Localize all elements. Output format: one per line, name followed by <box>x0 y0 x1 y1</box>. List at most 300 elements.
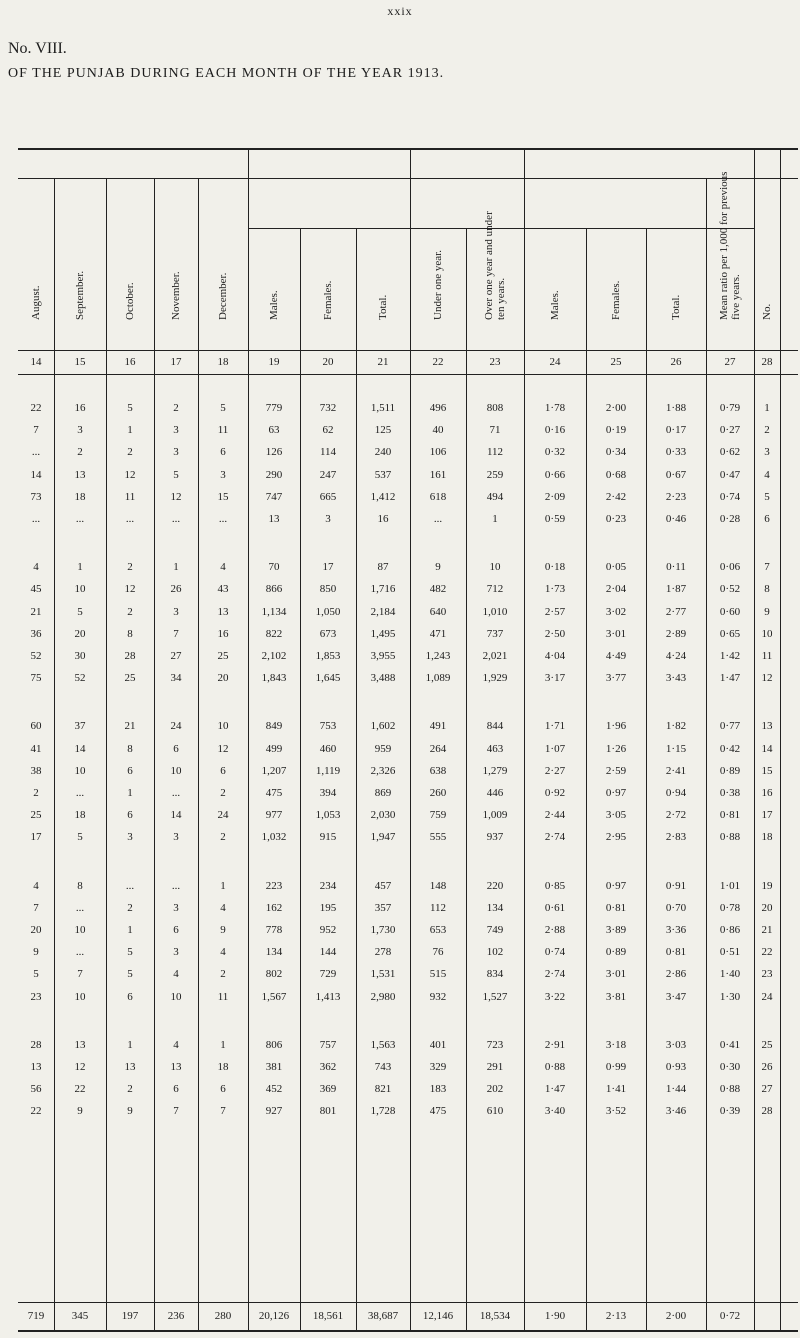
total-cell: 719 <box>27 1310 45 1322</box>
table-cell: 3,488 <box>370 672 396 684</box>
table-cell: 30 <box>74 650 86 662</box>
column-number: 21 <box>377 356 389 368</box>
table-row <box>18 827 798 847</box>
table-cell: 5 <box>127 968 133 980</box>
table-cell: 247 <box>319 469 337 481</box>
table-cell: 15 <box>761 765 773 777</box>
table-cell: 2 <box>173 402 179 414</box>
table-cell: 952 <box>319 924 337 936</box>
table-row <box>18 579 798 599</box>
table-cell: 0·93 <box>665 1061 687 1073</box>
table-cell: 134 <box>265 946 283 958</box>
table-cell: 183 <box>429 1083 447 1095</box>
table-cell: 515 <box>429 968 447 980</box>
table-cell: 3·17 <box>544 672 566 684</box>
table-cell: 3 <box>764 446 770 458</box>
table-cell: ... <box>125 880 135 892</box>
total-cell: 12,146 <box>422 1310 454 1322</box>
table-cell: 0·33 <box>665 446 687 458</box>
table-cell: 927 <box>265 1105 283 1117</box>
table-cell: 732 <box>319 402 337 414</box>
table-cell: 3·81 <box>605 991 627 1003</box>
table-cell: 28 <box>30 1039 42 1051</box>
table-cell: 12 <box>124 583 136 595</box>
table-cell: 491 <box>429 720 447 732</box>
table-cell: 10 <box>217 720 229 732</box>
total-rule <box>18 1302 798 1303</box>
table-number: No. VIII. <box>8 40 67 57</box>
table-cell: 12 <box>74 1061 86 1073</box>
table-cell: 401 <box>429 1039 447 1051</box>
table-cell: 20 <box>74 628 86 640</box>
table-row <box>18 442 798 462</box>
table-cell: 1 <box>220 1039 226 1051</box>
table-cell: 26 <box>170 583 182 595</box>
table-row <box>18 1057 798 1077</box>
table-cell: 802 <box>265 968 283 980</box>
table-cell: 21 <box>761 924 773 936</box>
table-cell: 52 <box>74 672 86 684</box>
table-cell: 6 <box>127 765 133 777</box>
table-cell: 13 <box>761 720 773 732</box>
table-cell: ... <box>171 513 181 525</box>
table-cell: 0·78 <box>719 902 741 914</box>
table-cell: 1 <box>127 787 133 799</box>
table-cell: 20 <box>217 672 229 684</box>
column-number: 26 <box>670 356 682 368</box>
table-cell: 7 <box>173 628 179 640</box>
table-cell: 0·34 <box>605 446 627 458</box>
table-cell: 0·86 <box>719 924 741 936</box>
table-cell: 0·74 <box>719 491 741 503</box>
table-cell: 1·42 <box>719 650 741 662</box>
table-cell: 6 <box>173 924 179 936</box>
table-row <box>18 987 798 1007</box>
table-cell: 0·85 <box>544 880 566 892</box>
table-cell: 106 <box>429 446 447 458</box>
table-row <box>18 420 798 440</box>
table-cell: 0·88 <box>544 1061 566 1073</box>
table-cell: 10 <box>761 628 773 640</box>
table-cell: 3·02 <box>605 606 627 618</box>
table-cell: 1 <box>492 513 498 525</box>
table-cell: 446 <box>486 787 504 799</box>
table-cell: 1·87 <box>665 583 687 595</box>
table-cell: 240 <box>374 446 392 458</box>
table-cell: 0·62 <box>719 446 741 458</box>
column-number: 24 <box>549 356 561 368</box>
table-cell: 8 <box>77 880 83 892</box>
table-cell: 2·95 <box>605 831 627 843</box>
table-cell: 7 <box>173 1105 179 1117</box>
table-cell: 4 <box>33 880 39 892</box>
column-header-label: Under one year. <box>432 250 444 320</box>
table-cell: 1·88 <box>665 402 687 414</box>
table-cell: 22 <box>30 1105 42 1117</box>
table-cell: 937 <box>486 831 504 843</box>
table-cell: 0·66 <box>544 469 566 481</box>
column-header-label: Over one year and under ten years. <box>483 211 507 320</box>
table-cell: 27 <box>761 1083 773 1095</box>
table-cell: 0·81 <box>665 946 687 958</box>
table-cell: 329 <box>429 1061 447 1073</box>
table-cell: 18 <box>74 491 86 503</box>
table-cell: 1,053 <box>315 809 341 821</box>
table-cell: 821 <box>374 1083 392 1095</box>
table-cell: 18 <box>74 809 86 821</box>
table-cell: 0·47 <box>719 469 741 481</box>
table-cell: 0·52 <box>719 583 741 595</box>
table-cell: 73 <box>30 491 42 503</box>
total-cell: 38,687 <box>367 1310 399 1322</box>
table-cell: 0·27 <box>719 424 741 436</box>
table-cell: 259 <box>486 469 504 481</box>
table-cell: 23 <box>30 991 42 1003</box>
table-cell: 482 <box>429 583 447 595</box>
column-number: 28 <box>761 356 773 368</box>
table-cell: 13 <box>74 469 86 481</box>
column-header-label: Total. <box>670 294 682 320</box>
table-cell: 3·18 <box>605 1039 627 1051</box>
total-cell: 20,126 <box>258 1310 290 1322</box>
table-cell: 0·65 <box>719 628 741 640</box>
table-cell: 3·43 <box>665 672 687 684</box>
table-cell: 778 <box>265 924 283 936</box>
table-cell: 9 <box>220 924 226 936</box>
table-title: OF THE PUNJAB DURING EACH MONTH OF THE YEAR 1913. <box>8 66 445 81</box>
table-cell: 16 <box>217 628 229 640</box>
table-cell: 3 <box>173 446 179 458</box>
table-cell: 915 <box>319 831 337 843</box>
table-cell: 10 <box>74 924 86 936</box>
table-cell: 5 <box>33 968 39 980</box>
table-cell: 381 <box>265 1061 283 1073</box>
table-cell: 3·40 <box>544 1105 566 1117</box>
table-cell: 0·79 <box>719 402 741 414</box>
table-cell: 618 <box>429 491 447 503</box>
table-cell: 3 <box>173 902 179 914</box>
table-cell: 0·23 <box>605 513 627 525</box>
table-cell: 27 <box>170 650 182 662</box>
table-cell: 0·77 <box>719 720 741 732</box>
table-cell: 653 <box>429 924 447 936</box>
table-cell: 2·04 <box>605 583 627 595</box>
table-cell: 13 <box>124 1061 136 1073</box>
table-cell: 195 <box>319 902 337 914</box>
table-cell: 4 <box>220 561 226 573</box>
table-cell: 264 <box>429 743 447 755</box>
table-cell: 4 <box>33 561 39 573</box>
table-cell: 9 <box>33 946 39 958</box>
table-cell: 2·59 <box>605 765 627 777</box>
column-header-label: November. <box>170 271 182 320</box>
table-cell: 20 <box>761 902 773 914</box>
table-cell: 2,102 <box>261 650 287 662</box>
table-cell: ... <box>171 880 181 892</box>
table-cell: 1,527 <box>482 991 508 1003</box>
table-row <box>18 876 798 896</box>
table-row <box>18 739 798 759</box>
table-cell: 3·05 <box>605 809 627 821</box>
total-cell: 280 <box>214 1310 232 1322</box>
table-cell: 0·94 <box>665 787 687 799</box>
table-cell: 5 <box>173 469 179 481</box>
table-cell: 2 <box>127 446 133 458</box>
table-cell: 13 <box>30 1061 42 1073</box>
table-cell: 0·17 <box>665 424 687 436</box>
table-cell: 13 <box>74 1039 86 1051</box>
table-cell: 3,955 <box>370 650 396 662</box>
table-cell: 1,843 <box>261 672 287 684</box>
table-cell: 3·77 <box>605 672 627 684</box>
table-cell: 1·73 <box>544 583 566 595</box>
table-cell: 0·46 <box>665 513 687 525</box>
table-cell: 12 <box>217 743 229 755</box>
table-cell: 452 <box>265 1083 283 1095</box>
table-cell: 1 <box>764 402 770 414</box>
table-cell: 801 <box>319 1105 337 1117</box>
column-number: 18 <box>217 356 229 368</box>
total-cell: 2·00 <box>665 1310 687 1322</box>
table-cell: 460 <box>319 743 337 755</box>
table-cell: 18 <box>761 831 773 843</box>
table-row <box>18 716 798 736</box>
table-cell: 2 <box>220 831 226 843</box>
table-cell: 25 <box>761 1039 773 1051</box>
table-row <box>18 942 798 962</box>
table-cell: 15 <box>217 491 229 503</box>
table-cell: 41 <box>30 743 42 755</box>
table-cell: 9 <box>764 606 770 618</box>
table-cell: 2·27 <box>544 765 566 777</box>
table-cell: 2 <box>33 787 39 799</box>
table-cell: 0·41 <box>719 1039 741 1051</box>
column-header-label: Females. <box>610 280 622 320</box>
table-cell: 10 <box>170 765 182 777</box>
table-cell: 673 <box>319 628 337 640</box>
table-cell: 5 <box>220 402 226 414</box>
table-row <box>18 761 798 781</box>
table-cell: 20 <box>30 924 42 936</box>
table-cell: 1·07 <box>544 743 566 755</box>
table-cell: 22 <box>761 946 773 958</box>
table-cell: 126 <box>265 446 283 458</box>
table-cell: 1 <box>127 1039 133 1051</box>
table-cell: 1·96 <box>605 720 627 732</box>
table-cell: 2,326 <box>370 765 396 777</box>
table-cell: 2·72 <box>665 809 687 821</box>
table-cell: 23 <box>761 968 773 980</box>
table-cell: 6 <box>220 1083 226 1095</box>
table-cell: 638 <box>429 765 447 777</box>
table-cell: 8 <box>127 628 133 640</box>
table-cell: 2,980 <box>370 991 396 1003</box>
table-cell: 12 <box>761 672 773 684</box>
table-cell: 11 <box>761 650 773 662</box>
table-cell: 60 <box>30 720 42 732</box>
table-cell: 13 <box>268 513 280 525</box>
column-number: 23 <box>489 356 501 368</box>
table-cell: 3 <box>173 424 179 436</box>
column-number: 16 <box>124 356 136 368</box>
table-cell: 16 <box>74 402 86 414</box>
table-cell: 2 <box>127 561 133 573</box>
table-cell: 0·30 <box>719 1061 741 1073</box>
column-header-label: Males. <box>549 290 561 320</box>
table-cell: 2·89 <box>665 628 687 640</box>
table-cell: 62 <box>322 424 334 436</box>
table-cell: 977 <box>265 809 283 821</box>
table-cell: 610 <box>486 1105 504 1117</box>
table-cell: 52 <box>30 650 42 662</box>
table-cell: 369 <box>319 1083 337 1095</box>
table-cell: 76 <box>432 946 444 958</box>
column-number-row-rule <box>18 374 798 375</box>
table-cell: 0·88 <box>719 831 741 843</box>
table-cell: 2·00 <box>605 402 627 414</box>
table-cell: ... <box>433 513 443 525</box>
total-cell: 0·72 <box>719 1310 741 1322</box>
table-cell: 779 <box>265 402 283 414</box>
table-cell: ... <box>218 513 228 525</box>
total-cell: 18,534 <box>479 1310 511 1322</box>
table-cell: 3 <box>77 424 83 436</box>
table-cell: 1,728 <box>370 1105 396 1117</box>
table-cell: 5 <box>764 491 770 503</box>
table-cell: 12 <box>124 469 136 481</box>
table-cell: 959 <box>374 743 392 755</box>
table-cell: 70 <box>268 561 280 573</box>
table-cell: 0·60 <box>719 606 741 618</box>
table-cell: 12 <box>170 491 182 503</box>
table-cell: 2·91 <box>544 1039 566 1051</box>
table-cell: ... <box>125 513 135 525</box>
table-cell: 2,021 <box>482 650 508 662</box>
column-head-rule <box>18 350 798 351</box>
table-cell: 2·44 <box>544 809 566 821</box>
mortality-table <box>18 148 798 1332</box>
table-cell: 362 <box>319 1061 337 1073</box>
table-cell: 14 <box>170 809 182 821</box>
table-cell: ... <box>75 902 85 914</box>
table-cell: 0·18 <box>544 561 566 573</box>
table-cell: 24 <box>217 809 229 821</box>
table-cell: 2·23 <box>665 491 687 503</box>
table-row <box>18 398 798 418</box>
table-cell: 202 <box>486 1083 504 1095</box>
table-cell: 1,134 <box>261 606 287 618</box>
table-cell: 9 <box>77 1105 83 1117</box>
table-cell: 2 <box>127 606 133 618</box>
table-cell: 21 <box>30 606 42 618</box>
table-cell: 4·49 <box>605 650 627 662</box>
table-cell: 1 <box>127 924 133 936</box>
table-cell: 1,730 <box>370 924 396 936</box>
table-cell: 3 <box>325 513 331 525</box>
table-cell: 24 <box>170 720 182 732</box>
table-cell: 2·74 <box>544 831 566 843</box>
table-cell: 0·16 <box>544 424 566 436</box>
table-cell: 9 <box>127 1105 133 1117</box>
table-cell: 0·42 <box>719 743 741 755</box>
table-cell: 43 <box>217 583 229 595</box>
table-cell: 45 <box>30 583 42 595</box>
table-cell: 56 <box>30 1083 42 1095</box>
table-cell: 3 <box>173 606 179 618</box>
table-cell: 2,030 <box>370 809 396 821</box>
table-row <box>18 920 798 940</box>
table-cell: 148 <box>429 880 447 892</box>
table-cell: 278 <box>374 946 392 958</box>
table-cell: 1·44 <box>665 1083 687 1095</box>
table-row <box>18 668 798 688</box>
table-cell: 1,413 <box>315 991 341 1003</box>
table-cell: 499 <box>265 743 283 755</box>
table-cell: 806 <box>265 1039 283 1051</box>
table-cell: 21 <box>124 720 136 732</box>
table-row <box>18 509 798 529</box>
table-cell: 3 <box>173 946 179 958</box>
table-cell: 712 <box>486 583 504 595</box>
table-cell: 22 <box>30 402 42 414</box>
table-cell: 18 <box>217 1061 229 1073</box>
table-top-rule <box>18 148 798 150</box>
table-cell: 1,010 <box>482 606 508 618</box>
table-cell: 2·83 <box>665 831 687 843</box>
table-cell: 234 <box>319 880 337 892</box>
table-cell: 850 <box>319 583 337 595</box>
table-cell: 38 <box>30 765 42 777</box>
table-cell: 87 <box>377 561 389 573</box>
table-cell: 1·82 <box>665 720 687 732</box>
table-cell: 17 <box>30 831 42 843</box>
table-cell: 2·09 <box>544 491 566 503</box>
table-cell: 1,853 <box>315 650 341 662</box>
table-cell: 4 <box>173 968 179 980</box>
table-cell: 2·88 <box>544 924 566 936</box>
table-row <box>18 646 798 666</box>
table-cell: 3·22 <box>544 991 566 1003</box>
table-cell: 25 <box>217 650 229 662</box>
table-cell: 25 <box>124 672 136 684</box>
totals-row <box>18 1306 798 1326</box>
table-cell: 2·86 <box>665 968 687 980</box>
table-cell: 7 <box>764 561 770 573</box>
table-cell: 22 <box>74 1083 86 1095</box>
table-cell: 125 <box>374 424 392 436</box>
table-cell: 63 <box>268 424 280 436</box>
table-row <box>18 465 798 485</box>
column-number: 15 <box>74 356 86 368</box>
table-cell: 7 <box>33 424 39 436</box>
table-cell: 555 <box>429 831 447 843</box>
column-header-label: December. <box>217 272 229 320</box>
table-cell: 2·74 <box>544 968 566 980</box>
table-cell: 290 <box>265 469 283 481</box>
table-cell: 5 <box>77 606 83 618</box>
table-cell: 17 <box>761 809 773 821</box>
table-cell: 1,567 <box>261 991 287 1003</box>
table-cell: 849 <box>265 720 283 732</box>
table-cell: 1·47 <box>544 1083 566 1095</box>
table-cell: 36 <box>30 628 42 640</box>
table-cell: 1,032 <box>261 831 287 843</box>
column-header-label: October. <box>124 282 136 320</box>
table-cell: 665 <box>319 491 337 503</box>
table-cell: 1 <box>173 561 179 573</box>
table-cell: 5 <box>127 946 133 958</box>
table-cell: 13 <box>217 606 229 618</box>
